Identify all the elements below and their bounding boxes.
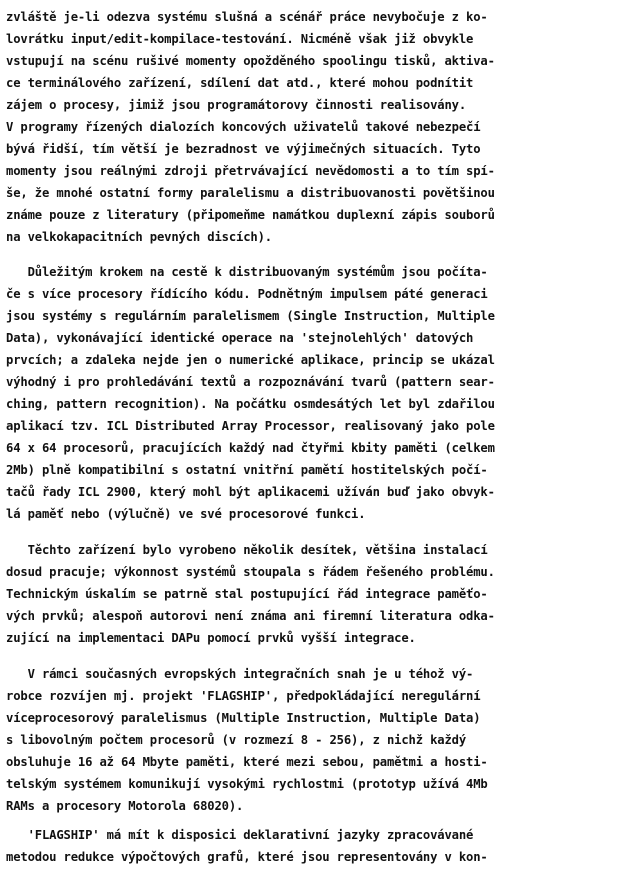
text-line: vstupují na scénu rušivé momenty opožděného spoolingu tisků, aktiva- [6,54,495,68]
text-line: prvcích; a zdaleka nejde jen o numerické aplikace, princip se ukázal [6,353,495,367]
text-line: 'FLAGSHIP' má mít k disposici deklarativní jazyky zpracovávané [6,828,474,842]
text-line: Těchto zařízení bylo vyrobeno několik desítek, většina instalací [6,543,488,557]
text-line: aplikací tzv. ICL Distributed Array Processor, realisovaný jako pole [6,419,495,433]
text-line: metodou redukce výpočtových grafů, které jsou representovány v kon- [6,850,488,864]
text-line: s libovolným počtem procesorů (v rozmezí 8 - 256), z nichž každý [6,733,466,747]
text-line: ching, pattern recognition). Na počátku osmdesátých let byl zdařilou [6,397,495,411]
text-line: Data), vykonávající identické operace na 'stejnolehlých' datových [6,331,474,345]
text-line: lá paměť nebo (výlučně) ve své procesorové funkci. [6,507,366,521]
text-line: ce terminálového zařízení, sdílení dat atd., které mohou podnítit [6,76,474,90]
text-line: tačů řady ICL 2900, který mohl být aplikacemi užíván buď jako obvyk- [6,485,495,499]
text-line: Důležitým krokem na cestě k distribuovaným systémům jsou počíta- [6,265,488,279]
text-line: obsluhuje 16 až 64 Mbyte paměti, které mezi sebou, pamětmi a hosti- [6,755,488,769]
text-line: 2Mb) plně kompatibilní s ostatní vnitřní pamětí hostitelských počí- [6,463,488,477]
text-line: lovrátku input/edit-kompilace-testování. Nicméně však již obvykle [6,32,474,46]
text-line: známe pouze z literatury (připomeňme namátkou duplexní zápis souborů [6,208,495,222]
text-line: robce rozvíjen mj. projekt 'FLAGSHIP', předpokládající neregulární [6,689,481,703]
text-line: zájem o procesy, jimiž jsou programátorovy činnosti realisovány. [6,98,466,112]
text-line: na velkokapacitních pevných discích). [6,230,272,244]
text-line: jsou systémy s regulárním paralelismem (Single Instruction, Multiple [6,309,495,323]
text-line: V programy řízených dialozích koncových uživatelů takové nebezpečí [6,120,481,134]
text-line: še, že mnohé ostatní formy paralelismu a distribuovanosti povětšinou [6,186,495,200]
text-line: vých prvků; alespoň autorovi není známa ani firemní literatura odka- [6,609,495,623]
text-line: RAMs a procesory Motorola 68020). [6,799,244,813]
text-line: výhodný i pro prohledávání textů a rozpoznávání tvarů (pattern sear- [6,375,495,389]
text-line: dosud pracuje; výkonnost systémů stoupala s řádem řešeného problému. [6,565,495,579]
text-line: zvláště je-li odezva systému slušná a scénář práce nevybočuje z ko- [6,10,488,24]
text-line: bývá řidší, tím větší je bezradnost ve výjimečných situacích. Tyto [6,142,481,156]
text-line: zující na implementaci DAPu pomocí prvků vyšší integrace. [6,631,416,645]
text-line: telským systémem komunikují vysokými rychlostmi (prototyp užívá 4Mb [6,777,488,791]
text-line: V rámci současných evropských integračních snah je u téhož vý- [6,667,474,681]
text-line: víceprocesorový paralelismus (Multiple Instruction, Multiple Data) [6,711,481,725]
text-line: če s více procesory řídícího kódu. Podnětným impulsem páté generaci [6,287,488,301]
text-line: 64 x 64 procesorů, pracujících každý nad čtyřmi kbity paměti (celkem [6,441,495,455]
text-line: Technickým úskalím se patrně stal postupující řád integrace paměťo- [6,587,488,601]
text-line: momenty jsou reálnými zdroji přetrvávající nevědomosti a to tím spí- [6,164,495,178]
